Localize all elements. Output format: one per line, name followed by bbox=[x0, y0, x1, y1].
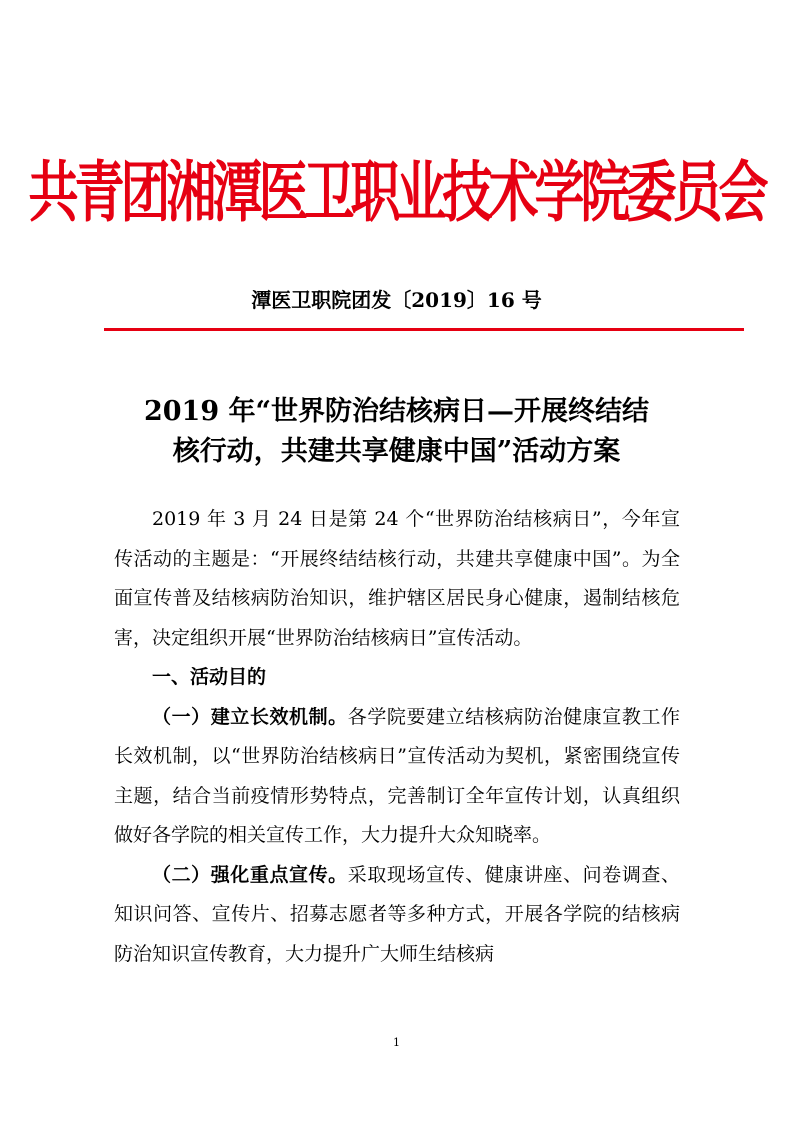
title-line-2: 核行动，共建共享健康中国”活动方案 bbox=[172, 436, 621, 467]
item-paragraph-2 bbox=[114, 856, 680, 975]
page-number: 1 bbox=[393, 1036, 400, 1049]
section-heading-purpose: 一、活动目的 bbox=[152, 666, 267, 688]
item-1-lead: （一）建立长效机制。 bbox=[152, 705, 348, 728]
item-paragraph-1 bbox=[114, 698, 680, 856]
document-title bbox=[110, 392, 683, 472]
intro-paragraph: 2019 年 3 月 24 日是第 24 个“世界防治结核病日”，今年宣传活动的主题是：“开展终结结核行动，共建共享健康中国”。为全面宣传普及结核病防治知识，维护辖区居民身心健康，遏制结核危害，决定组织开展“世界防治结核病日”宣传活动。 bbox=[114, 508, 680, 649]
item-1-text: 各学院要建立结核病防治健康宣教工作长效机制，以“世界防治结核病日”宣传活动为契机，紧密围绕宣传主题，结合当前疫情形势特点，完善制订全年宣传计划，认真组织做好各学院的相关宣传工作，大力提升大众知晓率。 bbox=[114, 705, 680, 846]
header-rule-divider bbox=[104, 328, 744, 331]
item-2-text: 采取现场宣传、健康讲座、问卷调查、知识问答、宣传片、招募志愿者等多种方式，开展各学院的结核病防治知识宣传教育，大力提升广大师生结核病 bbox=[114, 863, 680, 965]
document-body bbox=[114, 500, 680, 974]
title-line-1: 2019 年“世界防治结核病日—开展终结结 bbox=[143, 396, 650, 427]
item-2-lead: （二）强化重点宣传。 bbox=[152, 863, 348, 886]
organization-header: 共青团湘潭医卫职业技术学院委员会 bbox=[28, 154, 765, 232]
document-number: 潭医卫职院团发〔2019〕16 号 bbox=[251, 288, 542, 312]
